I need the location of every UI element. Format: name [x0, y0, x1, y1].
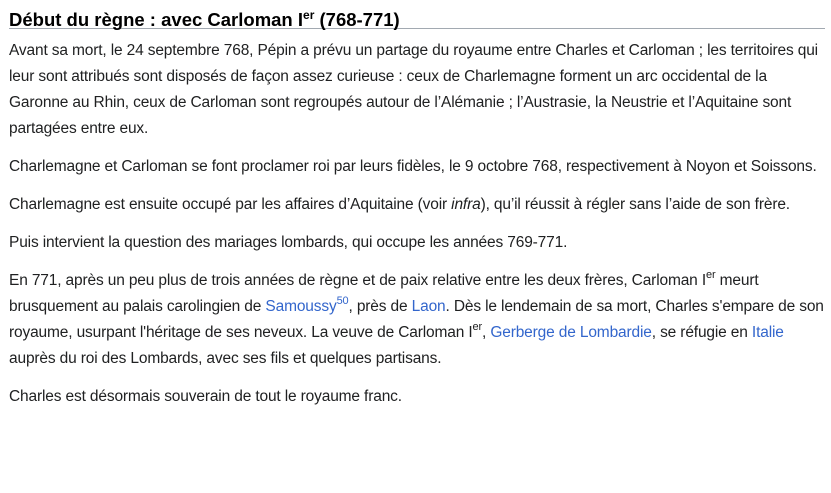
link-italie[interactable]: Italie: [751, 324, 784, 341]
text-span: , se réfugie en: [651, 324, 752, 341]
italic-infra: infra: [451, 196, 481, 213]
paragraph-partage: Avant sa mort, le 24 septembre 768, Pépin a prévu un partage du royaume entre Charles et Carloman ; les territoires qui leur sont attribués sont disposés de façon assez curieuse : ceux de Charlemagne forment un arc occidental de la Garonne au Rhin, ceux de Carloman sont regroupés autour de l’Alémanie ; l’Austrasie, la Neustrie et l’Aquitaine sont partagées entre eux.: [9, 42, 818, 137]
paragraph-proclamation: Charlemagne et Carloman se font proclamer roi par leurs fidèles, le 9 octobre 768, respectivement à Noyon et Soissons.: [9, 158, 817, 175]
text-span: auprès du roi des Lombards, avec ses fils et quelques partisans.: [9, 350, 442, 367]
paragraph-mort-carloman: [9, 268, 825, 372]
text-span: ), qu’il réussit à régler sans l’aide de son frère.: [480, 196, 790, 213]
reference-50[interactable]: 50: [336, 295, 349, 307]
link-laon[interactable]: Laon: [411, 298, 446, 315]
paragraph-aquitaine: [9, 192, 825, 218]
link-gerberge-de-lombardie[interactable]: Gerberge de Lombardie: [490, 324, 652, 341]
link-samoussy[interactable]: Samoussy: [265, 298, 337, 315]
heading-dates: (768-771): [314, 9, 400, 30]
superscript-er: er: [472, 321, 482, 333]
text-span: En 771, après un peu plus de trois années de règne et de paix relative entre les deux frères, Carloman I: [9, 272, 706, 289]
text-span: ,: [482, 324, 491, 341]
heading-superscript: er: [303, 8, 315, 22]
section-heading: [9, 0, 825, 29]
heading-text: Début du règne : avec Carloman I: [9, 9, 304, 30]
paragraph-souverain: Charles est désormais souverain de tout le royaume franc.: [9, 388, 402, 405]
text-span: Charlemagne est ensuite occupé par les affaires d’Aquitaine (voir: [9, 196, 452, 213]
superscript-er: er: [705, 269, 716, 281]
paragraph-mariages: Puis intervient la question des mariages lombards, qui occupe les années 769-771.: [9, 234, 568, 251]
text-span: , près de: [348, 298, 412, 315]
text-span: meurt brusquement au palais carolingien de: [9, 272, 759, 315]
text-span: . Dès le lendemain de sa mort, Charles s'empare de son royaume, usurpant l'héritage de ses neveux. La veuve de Carloman I: [9, 298, 824, 341]
